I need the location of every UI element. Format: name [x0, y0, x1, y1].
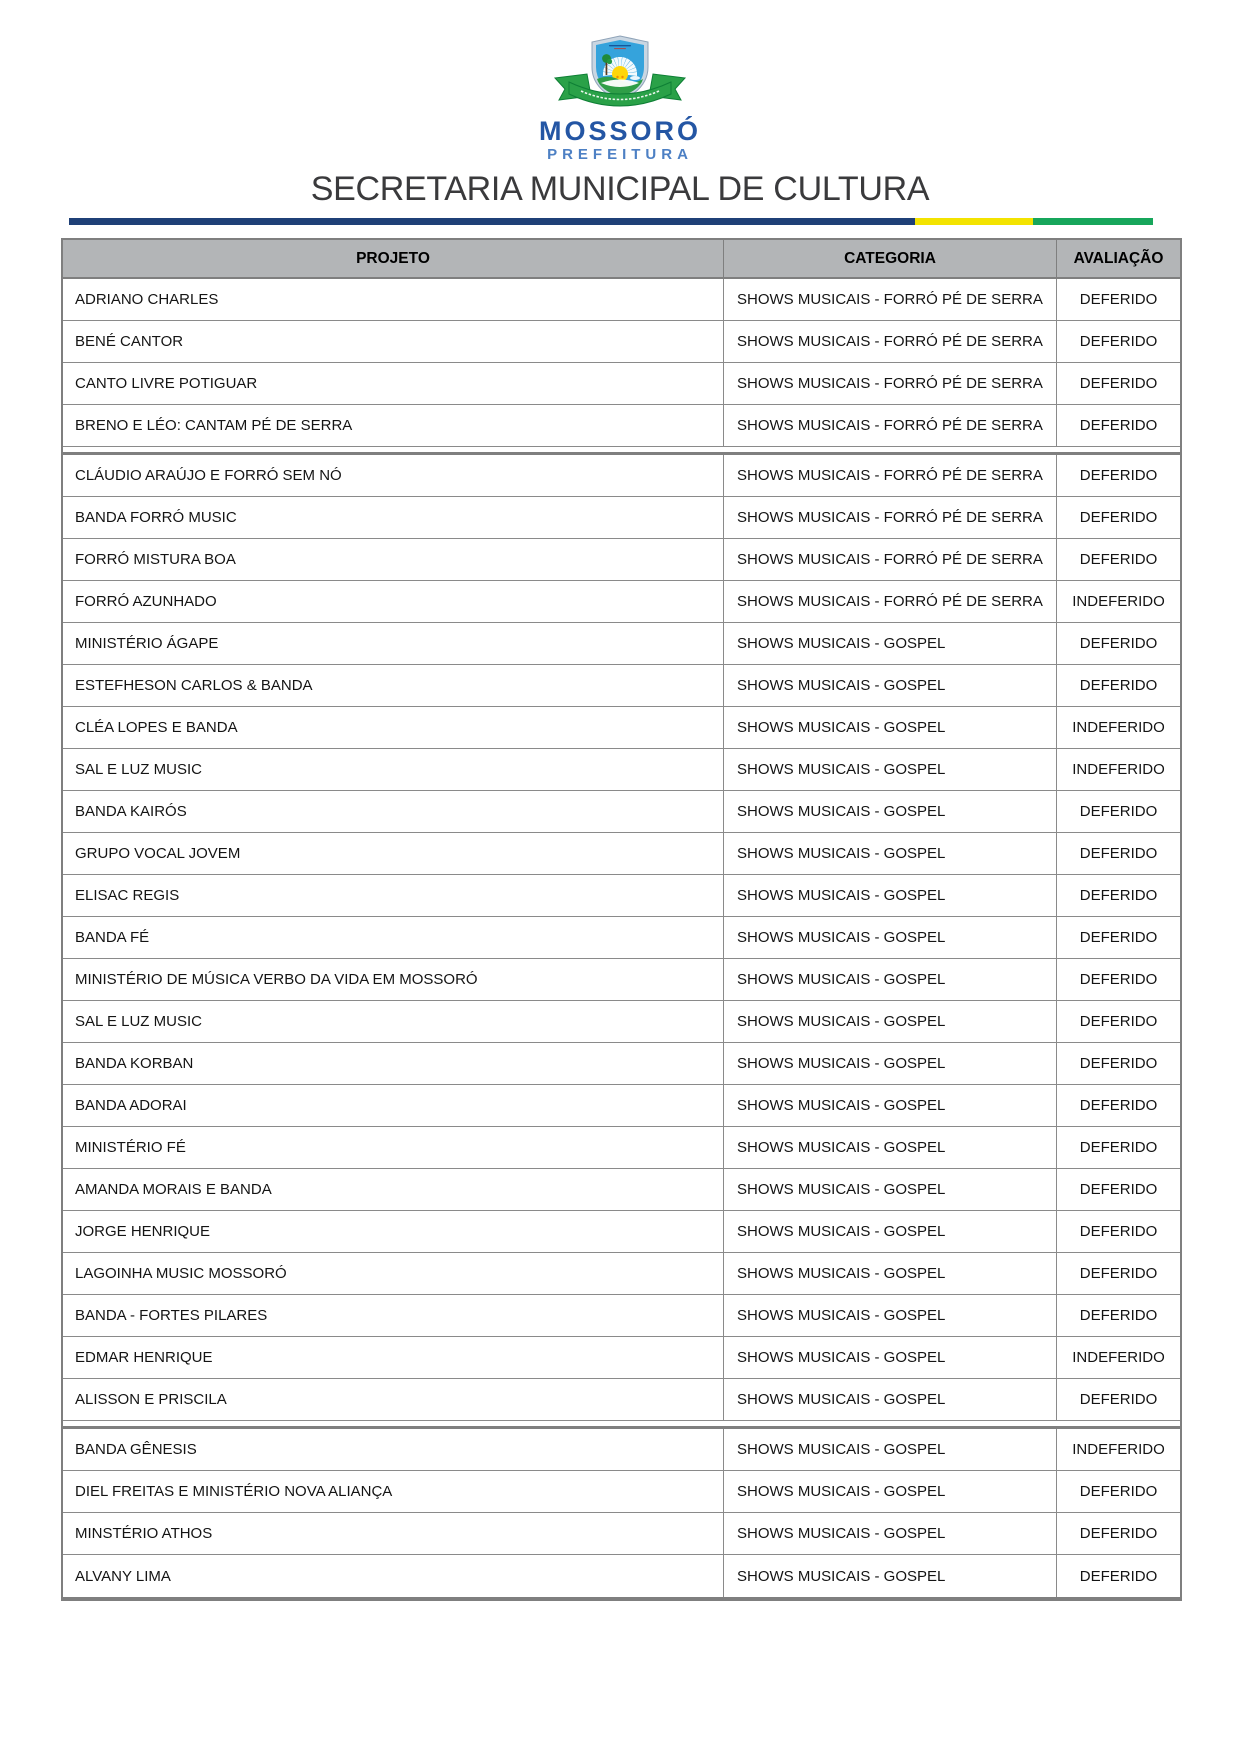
avaliacao-cell: INDEFERIDO: [1072, 1349, 1165, 1367]
table-row: [63, 1513, 1180, 1555]
projeto-cell: EDMAR HENRIQUE: [63, 1337, 724, 1378]
bar-segment-blue: [69, 218, 915, 225]
categoria-cell: SHOWS MUSICAIS - FORRÓ PÉ DE SERRA: [724, 455, 1057, 496]
page-break-gap: [63, 1421, 1180, 1429]
avaliacao-cell: DEFERIDO: [1079, 291, 1158, 309]
projeto-cell: CLÁUDIO ARAÚJO E FORRÓ SEM NÓ: [63, 455, 724, 496]
table-row: [63, 1127, 1180, 1169]
categoria-cell: SHOWS MUSICAIS - GOSPEL: [724, 959, 1057, 1000]
categoria-cell: SHOWS MUSICAIS - GOSPEL: [724, 1169, 1057, 1210]
categoria-cell: SHOWS MUSICAIS - GOSPEL: [724, 707, 1057, 748]
projeto-cell: FORRÓ AZUNHADO: [63, 581, 724, 622]
avaliacao-cell: DEFERIDO: [1079, 1097, 1158, 1115]
table-row: [63, 623, 1180, 665]
projeto-cell: BANDA KORBAN: [63, 1043, 724, 1084]
categoria-cell: SHOWS MUSICAIS - FORRÓ PÉ DE SERRA: [724, 405, 1057, 446]
categoria-cell: SHOWS MUSICAIS - GOSPEL: [724, 1429, 1057, 1470]
categoria-cell: SHOWS MUSICAIS - GOSPEL: [724, 1555, 1057, 1597]
table-row: [63, 581, 1180, 623]
projeto-cell: LAGOINHA MUSIC MOSSORÓ: [63, 1253, 724, 1294]
projeto-cell: CLÉA LOPES E BANDA: [63, 707, 724, 748]
table-row: [63, 791, 1180, 833]
table-row: [63, 1379, 1180, 1421]
results-table: [61, 238, 1182, 1601]
categoria-cell: SHOWS MUSICAIS - GOSPEL: [724, 623, 1057, 664]
table-row: [63, 917, 1180, 959]
categoria-cell: SHOWS MUSICAIS - GOSPEL: [724, 1253, 1057, 1294]
avaliacao-cell: DEFERIDO: [1079, 1181, 1158, 1199]
avaliacao-cell: DEFERIDO: [1079, 971, 1158, 989]
table-row: [63, 321, 1180, 363]
avaliacao-cell: DEFERIDO: [1079, 887, 1158, 905]
table-row: [63, 1085, 1180, 1127]
table-row: [63, 1253, 1180, 1295]
projeto-cell: BANDA FORRÓ MUSIC: [63, 497, 724, 538]
table-row: [63, 363, 1180, 405]
table-row: [63, 1337, 1180, 1379]
projeto-cell: CANTO LIVRE POTIGUAR: [63, 363, 724, 404]
page-title: SECRETARIA MUNICIPAL DE CULTURA: [310, 169, 930, 208]
table-row: [63, 707, 1180, 749]
projeto-cell: BRENO E LÉO: CANTAM PÉ DE SERRA: [63, 405, 724, 446]
projeto-cell: ALISSON E PRISCILA: [63, 1379, 724, 1420]
avaliacao-cell: DEFERIDO: [1079, 1307, 1158, 1325]
table-row: [63, 405, 1180, 447]
categoria-cell: SHOWS MUSICAIS - GOSPEL: [724, 1379, 1057, 1420]
avaliacao-cell: INDEFERIDO: [1072, 761, 1165, 779]
projeto-cell: DIEL FREITAS E MINISTÉRIO NOVA ALIANÇA: [63, 1471, 724, 1512]
page-break-gap: [63, 447, 1180, 455]
table-row: [63, 1471, 1180, 1513]
projeto-cell: JORGE HENRIQUE: [63, 1211, 724, 1252]
table-row: [63, 539, 1180, 581]
avaliacao-cell: DEFERIDO: [1079, 1013, 1158, 1031]
table-row: [63, 1043, 1180, 1085]
avaliacao-cell: DEFERIDO: [1079, 1223, 1158, 1241]
projeto-cell: MINISTÉRIO DE MÚSICA VERBO DA VIDA EM MOSSORÓ: [63, 959, 724, 1000]
wordmark-subtitle: PREFEITURA: [547, 146, 693, 164]
categoria-cell: SHOWS MUSICAIS - GOSPEL: [724, 833, 1057, 874]
categoria-cell: SHOWS MUSICAIS - GOSPEL: [724, 791, 1057, 832]
avaliacao-cell: DEFERIDO: [1079, 417, 1158, 435]
categoria-cell: SHOWS MUSICAIS - FORRÓ PÉ DE SERRA: [724, 581, 1057, 622]
categoria-cell: SHOWS MUSICAIS - GOSPEL: [724, 1211, 1057, 1252]
avaliacao-cell: DEFERIDO: [1079, 803, 1158, 821]
categoria-cell: SHOWS MUSICAIS - GOSPEL: [724, 1513, 1057, 1554]
categoria-cell: SHOWS MUSICAIS - FORRÓ PÉ DE SERRA: [724, 279, 1057, 320]
projeto-cell: GRUPO VOCAL JOVEM: [63, 833, 724, 874]
wordmark-city: MOSSORÓ: [538, 116, 701, 146]
table-body: [63, 279, 1180, 1597]
projeto-cell: BENÉ CANTOR: [63, 321, 724, 362]
avaliacao-cell: DEFERIDO: [1079, 1391, 1158, 1409]
table-header-row: [63, 240, 1180, 279]
projeto-cell: FORRÓ MISTURA BOA: [63, 539, 724, 580]
projeto-cell: ALVANY LIMA: [63, 1555, 724, 1597]
projeto-cell: SAL E LUZ MUSIC: [63, 749, 724, 790]
avaliacao-cell: INDEFERIDO: [1072, 719, 1165, 737]
avaliacao-cell: DEFERIDO: [1079, 1567, 1158, 1585]
projeto-cell: SAL E LUZ MUSIC: [63, 1001, 724, 1042]
avaliacao-cell: DEFERIDO: [1079, 1525, 1158, 1543]
categoria-cell: SHOWS MUSICAIS - GOSPEL: [724, 1001, 1057, 1042]
categoria-cell: SHOWS MUSICAIS - GOSPEL: [724, 665, 1057, 706]
categoria-cell: SHOWS MUSICAIS - GOSPEL: [724, 749, 1057, 790]
mossoro-crest-logo: [547, 34, 693, 114]
table-row: [63, 749, 1180, 791]
projeto-cell: BANDA - FORTES PILARES: [63, 1295, 724, 1336]
table-row: [63, 959, 1180, 1001]
avaliacao-cell: DEFERIDO: [1079, 509, 1158, 527]
projeto-cell: ESTEFHESON CARLOS & BANDA: [63, 665, 724, 706]
avaliacao-cell: DEFERIDO: [1079, 1265, 1158, 1283]
projeto-cell: BANDA FÉ: [63, 917, 724, 958]
column-header-categoria: CATEGORIA: [724, 240, 1057, 277]
avaliacao-cell: DEFERIDO: [1079, 635, 1158, 653]
table-row: [63, 1211, 1180, 1253]
projeto-cell: ELISAC REGIS: [63, 875, 724, 916]
avaliacao-cell: DEFERIDO: [1079, 845, 1158, 863]
table-row: [63, 665, 1180, 707]
categoria-cell: SHOWS MUSICAIS - GOSPEL: [724, 875, 1057, 916]
projeto-cell: MINSTÉRIO ATHOS: [63, 1513, 724, 1554]
categoria-cell: SHOWS MUSICAIS - GOSPEL: [724, 1043, 1057, 1084]
tricolor-divider-bar: [69, 218, 1153, 225]
avaliacao-cell: DEFERIDO: [1079, 551, 1158, 569]
avaliacao-cell: DEFERIDO: [1079, 929, 1158, 947]
bar-segment-green: [1033, 218, 1153, 225]
table-row: [63, 875, 1180, 917]
avaliacao-cell: DEFERIDO: [1079, 333, 1158, 351]
categoria-cell: SHOWS MUSICAIS - GOSPEL: [724, 1337, 1057, 1378]
categoria-cell: SHOWS MUSICAIS - FORRÓ PÉ DE SERRA: [724, 363, 1057, 404]
table-row: [63, 1169, 1180, 1211]
table-row: [63, 1555, 1180, 1597]
table-row: [63, 497, 1180, 539]
categoria-cell: SHOWS MUSICAIS - GOSPEL: [724, 1295, 1057, 1336]
projeto-cell: BANDA ADORAI: [63, 1085, 724, 1126]
table-row: [63, 1001, 1180, 1043]
table-row: [63, 455, 1180, 497]
avaliacao-cell: DEFERIDO: [1079, 1139, 1158, 1157]
projeto-cell: MINISTÉRIO FÉ: [63, 1127, 724, 1168]
bar-segment-yellow: [915, 218, 1033, 225]
categoria-cell: SHOWS MUSICAIS - GOSPEL: [724, 917, 1057, 958]
projeto-cell: BANDA KAIRÓS: [63, 791, 724, 832]
categoria-cell: SHOWS MUSICAIS - GOSPEL: [724, 1085, 1057, 1126]
avaliacao-cell: DEFERIDO: [1079, 677, 1158, 695]
column-header-avaliacao: AVALIAÇÃO: [1073, 249, 1164, 267]
projeto-cell: MINISTÉRIO ÁGAPE: [63, 623, 724, 664]
categoria-cell: SHOWS MUSICAIS - GOSPEL: [724, 1471, 1057, 1512]
categoria-cell: SHOWS MUSICAIS - FORRÓ PÉ DE SERRA: [724, 497, 1057, 538]
table-row: [63, 1429, 1180, 1471]
categoria-cell: SHOWS MUSICAIS - FORRÓ PÉ DE SERRA: [724, 321, 1057, 362]
avaliacao-cell: DEFERIDO: [1079, 1483, 1158, 1501]
avaliacao-cell: INDEFERIDO: [1072, 1441, 1165, 1459]
table-row: [63, 833, 1180, 875]
avaliacao-cell: INDEFERIDO: [1072, 593, 1165, 611]
projeto-cell: ADRIANO CHARLES: [63, 279, 724, 320]
categoria-cell: SHOWS MUSICAIS - GOSPEL: [724, 1127, 1057, 1168]
categoria-cell: SHOWS MUSICAIS - FORRÓ PÉ DE SERRA: [724, 539, 1057, 580]
projeto-cell: BANDA GÊNESIS: [63, 1429, 724, 1470]
avaliacao-cell: DEFERIDO: [1079, 1055, 1158, 1073]
avaliacao-cell: DEFERIDO: [1079, 467, 1158, 485]
column-header-projeto: PROJETO: [63, 240, 724, 277]
avaliacao-cell: DEFERIDO: [1079, 375, 1158, 393]
table-row: [63, 1295, 1180, 1337]
table-row: [63, 279, 1180, 321]
projeto-cell: AMANDA MORAIS E BANDA: [63, 1169, 724, 1210]
